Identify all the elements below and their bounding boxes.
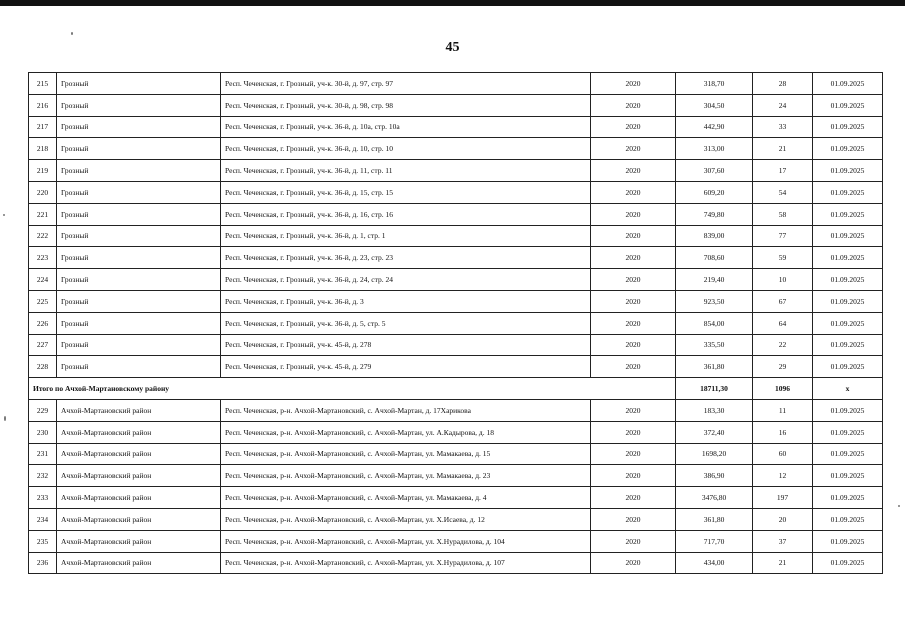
page-number: 45 (445, 40, 460, 55)
locality-cell: Ачхой-Мартановский район (57, 421, 221, 443)
locality-cell: Грозный (57, 138, 221, 160)
year-cell: 2020 (591, 203, 676, 225)
row-number-cell: 217 (29, 116, 57, 138)
row-number-cell: 215 (29, 73, 57, 95)
table-row (29, 203, 883, 225)
count-cell: 10 (753, 269, 813, 291)
locality-cell: Ачхой-Мартановский район (57, 443, 221, 465)
year-cell: 2020 (591, 116, 676, 138)
address-cell: Респ. Чеченская, р-н. Ачхой-Мартановский, с. Ачхой-Мартан, ул. Мамакаева, д. 4 (221, 487, 591, 509)
row-number-cell: 236 (29, 552, 57, 574)
date-cell: 01.09.2025 (813, 203, 883, 225)
year-cell: 2020 (591, 530, 676, 552)
year-cell: 2020 (591, 225, 676, 247)
date-cell: 01.09.2025 (813, 94, 883, 116)
address-cell: Респ. Чеченская, р-н. Ачхой-Мартановский, с. Ачхой-Мартан, ул. Х.Исаева, д. 12 (221, 508, 591, 530)
locality-cell: Грозный (57, 247, 221, 269)
area-cell: 183,30 (676, 399, 753, 421)
date-cell: 01.09.2025 (813, 247, 883, 269)
locality-cell: Грозный (57, 116, 221, 138)
date-cell: 01.09.2025 (813, 399, 883, 421)
table-row (29, 421, 883, 443)
address-cell: Респ. Чеченская, р-н. Ачхой-Мартановский, с. Ачхой-Мартан, ул. А.Кадырова, д. 18 (221, 421, 591, 443)
date-cell: 01.09.2025 (813, 160, 883, 182)
table-row (29, 73, 883, 95)
date-cell: 01.09.2025 (813, 421, 883, 443)
count-cell: 37 (753, 530, 813, 552)
address-cell: Респ. Чеченская, г. Грозный, уч-к. 36-й, д. 15, стр. 15 (221, 181, 591, 203)
table-row (29, 530, 883, 552)
row-number-cell: 232 (29, 465, 57, 487)
subtotal-date-cell: х (813, 378, 883, 400)
area-cell: 839,00 (676, 225, 753, 247)
row-number-cell: 228 (29, 356, 57, 378)
subtotal-label: Итого по Ачхой-Мартановскому району (29, 378, 676, 400)
row-number-cell: 216 (29, 94, 57, 116)
address-cell: Респ. Чеченская, р-н. Ачхой-Мартановский, с. Ачхой-Мартан, д. 17Харикова (221, 399, 591, 421)
count-cell: 64 (753, 312, 813, 334)
address-cell: Респ. Чеченская, г. Грозный, уч-к. 36-й, д. 10, стр. 10 (221, 138, 591, 160)
area-cell: 1698,20 (676, 443, 753, 465)
count-cell: 59 (753, 247, 813, 269)
date-cell: 01.09.2025 (813, 116, 883, 138)
area-cell: 219,40 (676, 269, 753, 291)
area-cell: 434,00 (676, 552, 753, 574)
date-cell: 01.09.2025 (813, 138, 883, 160)
scan-speck (4, 416, 6, 421)
count-cell: 12 (753, 465, 813, 487)
table-row (29, 225, 883, 247)
table-row (29, 160, 883, 182)
table-row (29, 508, 883, 530)
address-cell: Респ. Чеченская, г. Грозный, уч-к. 36-й, д. 1, стр. 1 (221, 225, 591, 247)
count-cell: 17 (753, 160, 813, 182)
row-number-cell: 222 (29, 225, 57, 247)
area-cell: 386,90 (676, 465, 753, 487)
date-cell: 01.09.2025 (813, 356, 883, 378)
area-cell: 304,50 (676, 94, 753, 116)
year-cell: 2020 (591, 290, 676, 312)
table-row (29, 334, 883, 356)
count-cell: 22 (753, 334, 813, 356)
area-cell: 313,00 (676, 138, 753, 160)
locality-cell: Грозный (57, 203, 221, 225)
address-cell: Респ. Чеченская, г. Грозный, уч-к. 45-й, д. 278 (221, 334, 591, 356)
count-cell: 197 (753, 487, 813, 509)
locality-cell: Ачхой-Мартановский район (57, 552, 221, 574)
count-cell: 21 (753, 138, 813, 160)
date-cell: 01.09.2025 (813, 334, 883, 356)
count-cell: 24 (753, 94, 813, 116)
row-number-cell: 235 (29, 530, 57, 552)
locality-cell: Грозный (57, 312, 221, 334)
count-cell: 77 (753, 225, 813, 247)
locality-cell: Грозный (57, 73, 221, 95)
address-cell: Респ. Чеченская, г. Грозный, уч-к. 36-й, д. 24, стр. 24 (221, 269, 591, 291)
address-cell: Респ. Чеченская, р-н. Ачхой-Мартановский, с. Ачхой-Мартан, ул. Мамакаева, д. 15 (221, 443, 591, 465)
address-cell: Респ. Чеченская, р-н. Ачхой-Мартановский, с. Ачхой-Мартан, ул. Х.Нурадилова, д. 104 (221, 530, 591, 552)
row-number-cell: 219 (29, 160, 57, 182)
scan-speck (3, 214, 5, 216)
year-cell: 2020 (591, 443, 676, 465)
scan-speck (71, 32, 73, 35)
row-number-cell: 231 (29, 443, 57, 465)
date-cell: 01.09.2025 (813, 508, 883, 530)
table-row (29, 247, 883, 269)
building-registry-table (28, 72, 883, 574)
table-row (29, 116, 883, 138)
subtotal-row (29, 378, 883, 400)
address-cell: Респ. Чеченская, г. Грозный, уч-к. 36-й, д. 16, стр. 16 (221, 203, 591, 225)
locality-cell: Грозный (57, 269, 221, 291)
date-cell: 01.09.2025 (813, 73, 883, 95)
address-cell: Респ. Чеченская, г. Грозный, уч-к. 30-й, д. 98, стр. 98 (221, 94, 591, 116)
area-cell: 854,00 (676, 312, 753, 334)
locality-cell: Грозный (57, 94, 221, 116)
year-cell: 2020 (591, 421, 676, 443)
locality-cell: Ачхой-Мартановский район (57, 487, 221, 509)
locality-cell: Грозный (57, 160, 221, 182)
count-cell: 29 (753, 356, 813, 378)
date-cell: 01.09.2025 (813, 443, 883, 465)
year-cell: 2020 (591, 399, 676, 421)
table-row (29, 552, 883, 574)
table-row (29, 269, 883, 291)
year-cell: 2020 (591, 181, 676, 203)
scan-top-border (0, 0, 905, 6)
year-cell: 2020 (591, 160, 676, 182)
area-cell: 307,60 (676, 160, 753, 182)
table-row (29, 487, 883, 509)
year-cell: 2020 (591, 334, 676, 356)
row-number-cell: 223 (29, 247, 57, 269)
area-cell: 442,90 (676, 116, 753, 138)
locality-cell: Ачхой-Мартановский район (57, 530, 221, 552)
count-cell: 54 (753, 181, 813, 203)
table-row (29, 94, 883, 116)
address-cell: Респ. Чеченская, г. Грозный, уч-к. 30-й, д. 97, стр. 97 (221, 73, 591, 95)
date-cell: 01.09.2025 (813, 465, 883, 487)
table-row (29, 290, 883, 312)
address-cell: Респ. Чеченская, г. Грозный, уч-к. 45-й, д. 279 (221, 356, 591, 378)
table-row (29, 356, 883, 378)
year-cell: 2020 (591, 356, 676, 378)
count-cell: 21 (753, 552, 813, 574)
row-number-cell: 234 (29, 508, 57, 530)
count-cell: 16 (753, 421, 813, 443)
area-cell: 717,70 (676, 530, 753, 552)
date-cell: 01.09.2025 (813, 552, 883, 574)
date-cell: 01.09.2025 (813, 181, 883, 203)
year-cell: 2020 (591, 508, 676, 530)
year-cell: 2020 (591, 73, 676, 95)
year-cell: 2020 (591, 94, 676, 116)
address-cell: Респ. Чеченская, г. Грозный, уч-к. 36-й, д. 11, стр. 11 (221, 160, 591, 182)
year-cell: 2020 (591, 138, 676, 160)
table-row (29, 399, 883, 421)
table-row (29, 181, 883, 203)
table-row (29, 312, 883, 334)
date-cell: 01.09.2025 (813, 290, 883, 312)
row-number-cell: 221 (29, 203, 57, 225)
locality-cell: Ачхой-Мартановский район (57, 465, 221, 487)
count-cell: 28 (753, 73, 813, 95)
area-cell: 361,80 (676, 356, 753, 378)
date-cell: 01.09.2025 (813, 487, 883, 509)
year-cell: 2020 (591, 269, 676, 291)
row-number-cell: 224 (29, 269, 57, 291)
date-cell: 01.09.2025 (813, 312, 883, 334)
address-cell: Респ. Чеченская, р-н. Ачхой-Мартановский, с. Ачхой-Мартан, ул. Х.Нурадилова, д. 107 (221, 552, 591, 574)
area-cell: 708,60 (676, 247, 753, 269)
scan-speck (898, 505, 900, 507)
area-cell: 318,70 (676, 73, 753, 95)
area-cell: 609,20 (676, 181, 753, 203)
area-cell: 3476,80 (676, 487, 753, 509)
row-number-cell: 230 (29, 421, 57, 443)
year-cell: 2020 (591, 247, 676, 269)
year-cell: 2020 (591, 487, 676, 509)
date-cell: 01.09.2025 (813, 530, 883, 552)
year-cell: 2020 (591, 552, 676, 574)
row-number-cell: 233 (29, 487, 57, 509)
locality-cell: Ачхой-Мартановский район (57, 508, 221, 530)
count-cell: 33 (753, 116, 813, 138)
locality-cell: Грозный (57, 356, 221, 378)
table-row (29, 138, 883, 160)
address-cell: Респ. Чеченская, г. Грозный, уч-к. 36-й, д. 23, стр. 23 (221, 247, 591, 269)
date-cell: 01.09.2025 (813, 225, 883, 247)
year-cell: 2020 (591, 465, 676, 487)
count-cell: 58 (753, 203, 813, 225)
area-cell: 372,40 (676, 421, 753, 443)
count-cell: 20 (753, 508, 813, 530)
locality-cell: Грозный (57, 181, 221, 203)
row-number-cell: 220 (29, 181, 57, 203)
locality-cell: Грозный (57, 225, 221, 247)
address-cell: Респ. Чеченская, г. Грозный, уч-к. 36-й, д. 10а, стр. 10а (221, 116, 591, 138)
row-number-cell: 225 (29, 290, 57, 312)
row-number-cell: 227 (29, 334, 57, 356)
row-number-cell: 229 (29, 399, 57, 421)
year-cell: 2020 (591, 312, 676, 334)
area-cell: 923,50 (676, 290, 753, 312)
date-cell: 01.09.2025 (813, 269, 883, 291)
area-cell: 335,50 (676, 334, 753, 356)
locality-cell: Грозный (57, 290, 221, 312)
count-cell: 60 (753, 443, 813, 465)
count-cell: 11 (753, 399, 813, 421)
row-number-cell: 226 (29, 312, 57, 334)
locality-cell: Грозный (57, 334, 221, 356)
table-row (29, 465, 883, 487)
subtotal-area-cell: 18711,30 (676, 378, 753, 400)
area-cell: 361,80 (676, 508, 753, 530)
table-row (29, 443, 883, 465)
address-cell: Респ. Чеченская, г. Грозный, уч-к. 36-й, д. 3 (221, 290, 591, 312)
address-cell: Респ. Чеченская, р-н. Ачхой-Мартановский, с. Ачхой-Мартан, ул. Мамакаева, д. 23 (221, 465, 591, 487)
row-number-cell: 218 (29, 138, 57, 160)
count-cell: 67 (753, 290, 813, 312)
area-cell: 749,80 (676, 203, 753, 225)
locality-cell: Ачхой-Мартановский район (57, 399, 221, 421)
address-cell: Респ. Чеченская, г. Грозный, уч-к. 36-й, д. 5, стр. 5 (221, 312, 591, 334)
subtotal-count-cell: 1096 (753, 378, 813, 400)
